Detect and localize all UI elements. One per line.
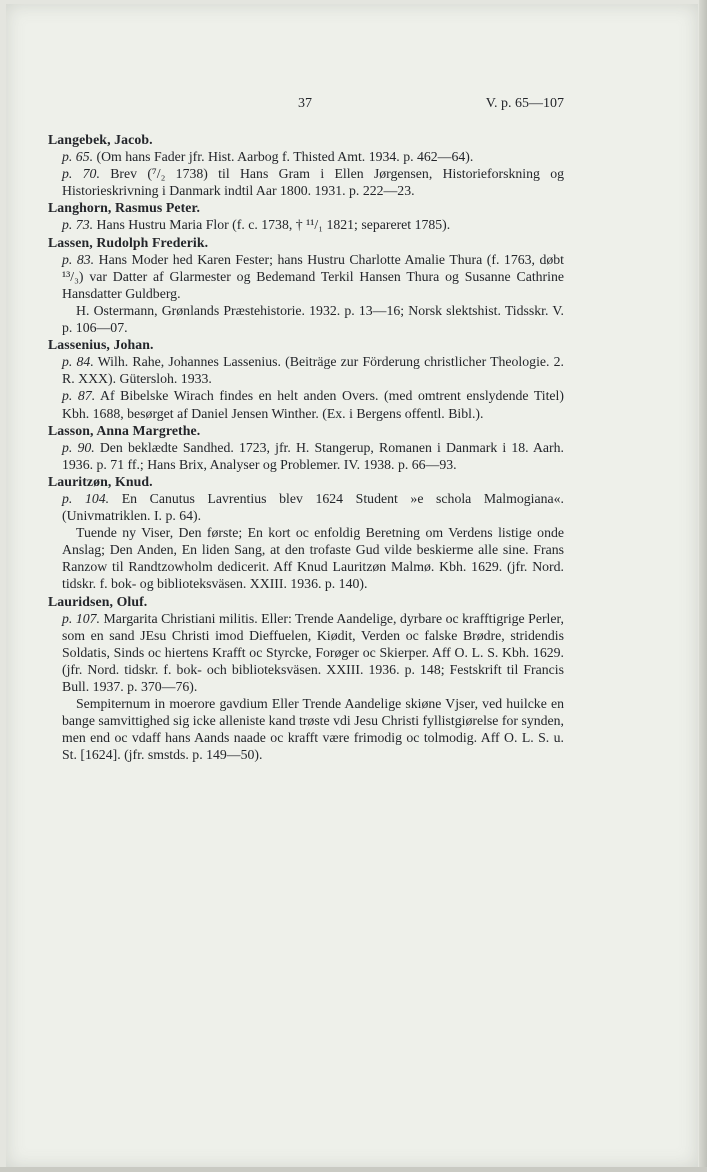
- page-reference: p. 73.: [62, 217, 94, 233]
- page-reference: p. 84.: [62, 354, 94, 370]
- entry-paragraph: [48, 165, 564, 199]
- entry-heading: Lassenius, Johan.: [48, 337, 154, 353]
- page-number: 37: [298, 96, 312, 111]
- paragraph-text: (Om hans Fader jfr. Hist. Aarbog f. Thisted Amt. 1934. p. 462—64).: [93, 149, 474, 165]
- entry: [48, 234, 564, 337]
- paragraph-text: En Canutus Lavrentius blev 1624 Student »e schola Malmogiana«. (Univmatriklen. I. p. 64).: [62, 490, 564, 524]
- entry-paragraph: [48, 695, 564, 763]
- paragraph-text: Wilh. Rahe, Johannes Lassenius. (Beiträge zur Förderung christlicher Theologie. 2. R. XXX). Gütersloh. 1933.: [62, 354, 564, 387]
- page-reference: p. 107.: [62, 610, 100, 626]
- page-reference: p. 87.: [62, 388, 96, 404]
- entry-paragraph: [48, 251, 564, 302]
- entry-paragraph: [48, 610, 564, 695]
- entry-paragraph: [48, 353, 564, 387]
- entry-paragraph: [48, 302, 564, 336]
- entry-heading: Langebek, Jacob.: [48, 132, 153, 147]
- page-header: [6, 96, 698, 120]
- entry-heading: Langhorn, Rasmus Peter.: [48, 200, 201, 216]
- entry-heading: Lauridsen, Oluf.: [48, 593, 148, 609]
- entry: [48, 473, 564, 593]
- paragraph-text: Sempiternum in moerore gavdium Eller Trende Aandelige skiøne Vjser, ved huilcke en bange samvittighed sig icke alleniste kand trøste vdi Jesu Christi fyllistgiørelse for synden, men end oc vdaff hans Aands naade oc krafft være frimodig oc tolmodig. Aff O. L. S. u. St. [1624]. (jfr. smstds. p. 149—50).: [62, 696, 564, 763]
- entry-paragraph: [48, 524, 564, 592]
- page-reference: p. 65.: [62, 149, 94, 165]
- paragraph-text: Margarita Christiani militis. Eller: Trende Aandelige, dyrbare oc krafftigrige Perler, som en sand JEsu Christi imod Dieffuelen, Kiødit, Verden oc falske Brødre, stridendis Soldatis, Sinds oc hiertens Krafft oc Styrcke, Forøger oc Skierper. Aff O. L. S. Kbh. 1629. (jfr. Nord. tidskr. f. bok- och biblioteksväsen. XXIII. 1936. p. 148; Festskrift til Francis Bull. 1937. p. 370—76).: [62, 610, 564, 694]
- entry-paragraph: [48, 216, 564, 233]
- paragraph-text: Tuende ny Viser, Den første; En kort oc enfoldig Beretning om Verdens listige onde Anslag; Den Anden, En liden Sang, at den trofaste Gud vilde beskierme alle sine. Frans Ranzow til Randtzowholm dedicerit. Aff Knud Lauritzøn Malmø. Kbh. 1629. (jfr. Nord. tidskr. f. bok- og biblioteksväsen. XXIII. 1936. p. 140).: [62, 525, 564, 592]
- page-bottom-edge: [0, 1167, 707, 1172]
- entry-heading: Lauritzøn, Knud.: [48, 473, 153, 489]
- page-reference: p. 90.: [62, 439, 95, 455]
- entry-paragraph: [48, 439, 564, 473]
- paragraph-text: Den beklædte Sandhed. 1723, jfr. H. Stangerup, Romanen i Danmark i 18. Aarh. 1936. p. 71 ff.; Hans Brix, Analyser og Problemer. IV. 1938. p. 66—93.: [62, 439, 564, 472]
- paragraph-text: Hans Moder hed Karen Fester; hans Hustru Charlotte Amalie Thura (f. 1763, døbt ¹³/₃) var Datter af Glarmester og Bedemand Terkil Hansen Thura og Susanne Cathrine Hansdatter Guldberg.: [62, 251, 564, 301]
- entry: [48, 336, 564, 421]
- entry: [48, 593, 564, 764]
- page-edge: [699, 0, 707, 1172]
- entry-paragraph: [48, 387, 564, 421]
- entry: [48, 422, 564, 473]
- paragraph-text: Af Bibelske Wirach findes en helt anden Overs. (med omtrent enslydende Titel) Kbh. 1688, besørget af Daniel Jensen Winther. (Ex. i Bergens offentl. Bibl.).: [62, 388, 564, 421]
- book-page: [6, 4, 698, 1168]
- entry-paragraph: [48, 148, 564, 165]
- entry: [48, 131, 564, 199]
- paragraph-text: Hans Hustru Maria Flor (f. c. 1738, † ¹¹/₁ 1821; separeret 1785).: [93, 217, 451, 233]
- paragraph-text: H. Ostermann, Grønlands Præstehistorie. 1932. p. 13—16; Norsk slektshist. Tidsskr. V. p. 106—07.: [62, 302, 564, 336]
- page-reference: p. 104.: [62, 490, 110, 506]
- entries-list: [48, 131, 564, 763]
- entry-paragraph: [48, 490, 564, 524]
- paragraph-text: Brev (⁷/₂ 1738) til Hans Gram i Ellen Jørgensen, Historieforskning og Historieskrivning i Danmark indtil Aar 1800. 1931. p. 222—23.: [62, 166, 565, 199]
- running-head: V. p. 65—107: [485, 96, 564, 111]
- entry-heading: Lasson, Anna Margrethe.: [48, 422, 201, 438]
- entry-heading: Lassen, Rudolph Frederik.: [48, 234, 209, 250]
- page-reference: p. 70.: [62, 166, 100, 182]
- entry: [48, 199, 564, 233]
- page-reference: p. 83.: [62, 251, 95, 267]
